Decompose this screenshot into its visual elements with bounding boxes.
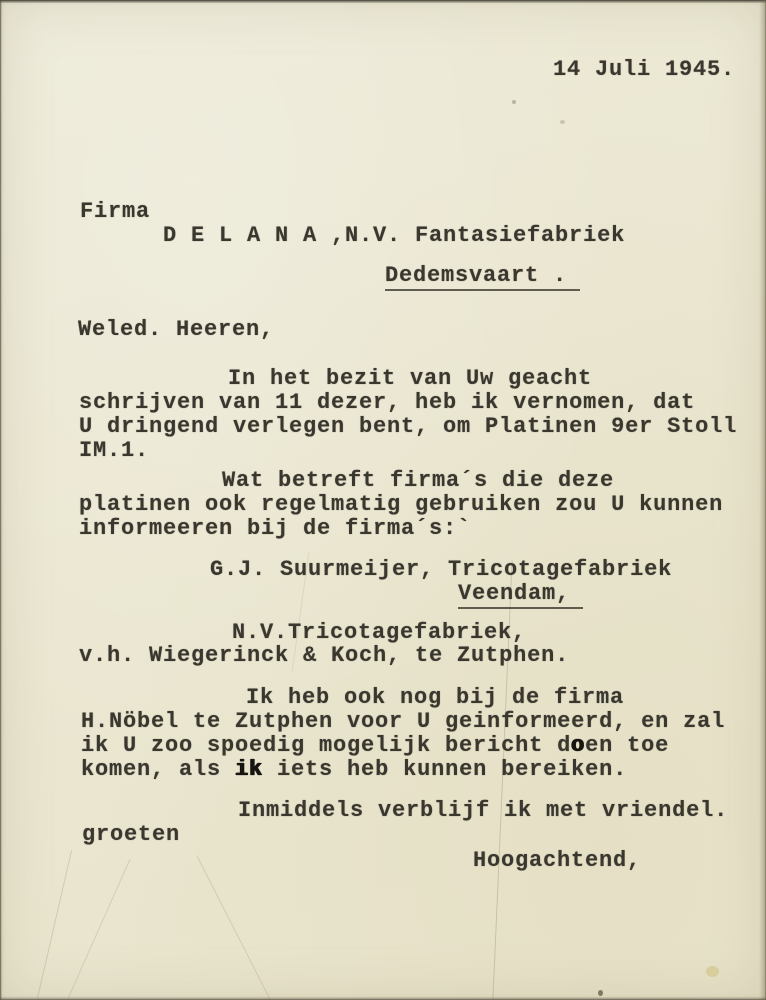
scan-edge-left [0, 0, 2, 1000]
reference1-city [458, 582, 583, 606]
para3-line3-post: en toe [585, 733, 670, 758]
salutation: Weled. Heeren, [78, 317, 275, 342]
para1-line1: In het bezit van Uw geacht [228, 366, 593, 391]
para2-line2: platinen ook regelmatig gebruiken zou U kunnen [79, 492, 724, 517]
reference2-name: N.V.Tricotagefabriek, [232, 620, 527, 645]
para3-line3-pre: ik U zoo spoedig mogelijk bericht d [81, 733, 572, 758]
paper-stain [706, 966, 719, 977]
ink-speck [598, 990, 603, 996]
para1-line4: IM.1. [79, 438, 150, 463]
date-line: 14 Juli 1945. [553, 57, 736, 82]
paper-crease [196, 855, 276, 1000]
recipient-firma: Firma [80, 199, 151, 224]
closing-signoff: Hoogachtend, [473, 848, 642, 873]
para3-line3 [81, 734, 669, 758]
para3-line2: H.Nöbel te Zutphen voor U geinformeerd, en zal [81, 709, 726, 734]
scan-edge-right [759, 0, 766, 1000]
para3-line4-pre: komen, als [81, 757, 236, 782]
paper-crease [62, 859, 130, 1000]
para1-line2: schrijven van 11 dezer, heb ik vernomen, dat [79, 390, 696, 415]
para3-line4-post: iets heb kunnen bereiken. [263, 757, 628, 782]
para3-line4 [81, 758, 627, 782]
reference2-detail: v.h. Wiegerinck & Koch, te Zutphen. [79, 643, 570, 668]
closing-line2: groeten [82, 822, 181, 847]
closing-line1: Inmiddels verblijf ik met vriendel. [238, 798, 729, 823]
paper-speck [560, 120, 565, 124]
recipient-city-underlined: Dedemsvaart . [385, 263, 580, 291]
para1-line3: U dringend verlegen bent, om Platinen 9er Stoll [79, 414, 738, 439]
paper-crease [33, 850, 72, 1000]
para2-line1: Wat betreft firma´s die deze [222, 468, 615, 493]
overstruck-word: ik [235, 757, 264, 782]
recipient-city [385, 264, 580, 288]
reference1-name: G.J. Suurmeijer, Tricotagefabriek [210, 557, 673, 582]
paper-speck [512, 100, 516, 104]
overstruck-char: o [571, 733, 586, 758]
para2-line3: informeeren bij de firma´s:` [79, 516, 472, 541]
scan-edge-top [0, 0, 766, 3]
reference1-city-underlined: Veendam, [458, 581, 583, 609]
para3-line1: Ik heb ook nog bij de firma [246, 685, 625, 710]
recipient-name: D E L A N A ,N.V. Fantasiefabriek [163, 223, 626, 248]
